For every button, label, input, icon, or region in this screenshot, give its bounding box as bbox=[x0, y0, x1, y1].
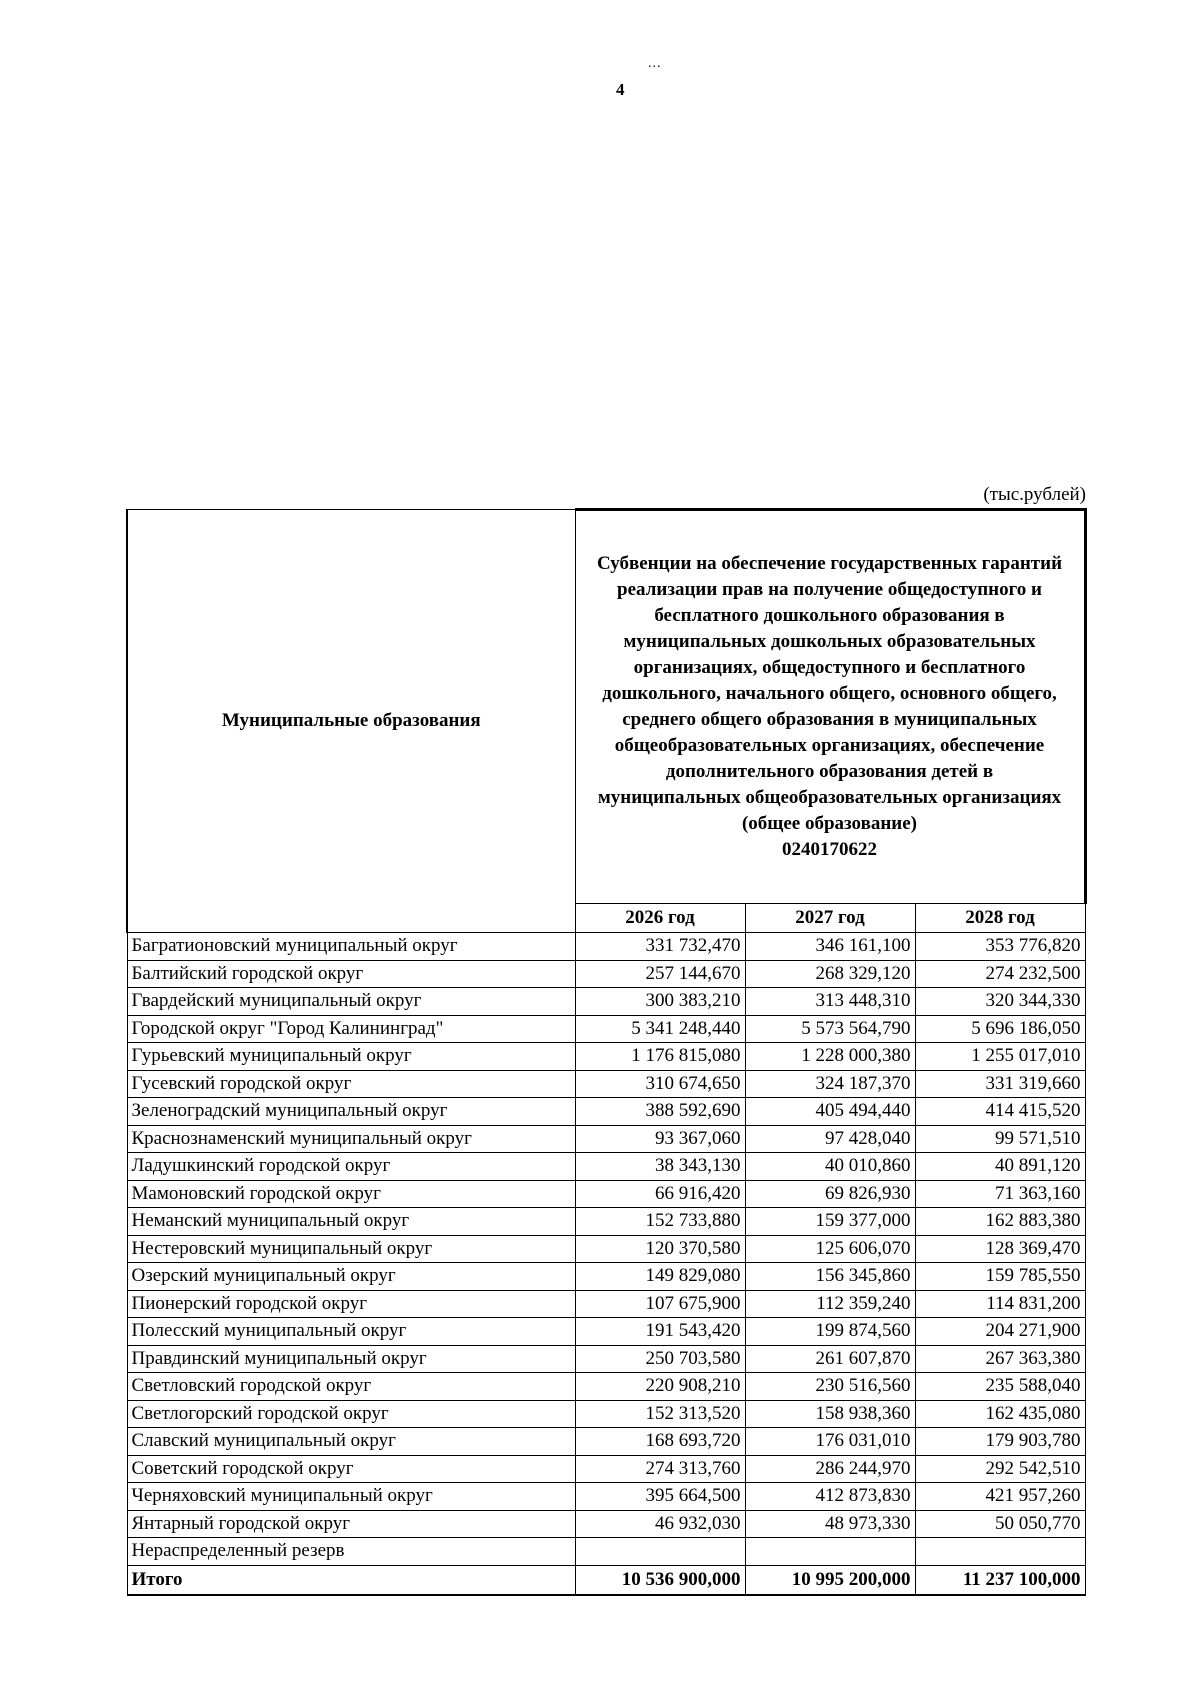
value-2027: 176 031,010 bbox=[745, 1428, 915, 1456]
table-row bbox=[127, 1208, 1085, 1236]
value-2026: 274 313,760 bbox=[575, 1455, 745, 1483]
table-row bbox=[127, 1428, 1085, 1456]
municipality-name: Черняховский муниципальный округ bbox=[127, 1483, 575, 1511]
value-2028: 128 369,470 bbox=[915, 1235, 1085, 1263]
year-2026: 2026 год bbox=[575, 904, 745, 933]
value-2027: 156 345,860 bbox=[745, 1263, 915, 1291]
table-row bbox=[127, 1455, 1085, 1483]
municipality-name: Нераспределенный резерв bbox=[127, 1538, 575, 1566]
table-row bbox=[127, 1565, 1085, 1595]
value-2026: 152 313,520 bbox=[575, 1400, 745, 1428]
value-2026: 1 176 815,080 bbox=[575, 1043, 745, 1071]
value-2026: 93 367,060 bbox=[575, 1125, 745, 1153]
table-row bbox=[127, 1318, 1085, 1346]
value-2028: 421 957,260 bbox=[915, 1483, 1085, 1511]
value-2028: 235 588,040 bbox=[915, 1373, 1085, 1401]
value-2028: 267 363,380 bbox=[915, 1345, 1085, 1373]
value-2028: 5 696 186,050 bbox=[915, 1015, 1085, 1043]
value-2026: 310 674,650 bbox=[575, 1070, 745, 1098]
table-row bbox=[127, 1510, 1085, 1538]
municipality-name: Правдинский муниципальный округ bbox=[127, 1345, 575, 1373]
municipality-name: Ладушкинский городской округ bbox=[127, 1153, 575, 1181]
table-row bbox=[127, 1098, 1085, 1126]
value-2028: 159 785,550 bbox=[915, 1263, 1085, 1291]
page-number: 4 bbox=[616, 80, 625, 99]
value-2026: 152 733,880 bbox=[575, 1208, 745, 1236]
page-dots: ... bbox=[648, 56, 662, 71]
value-2027: 40 010,860 bbox=[745, 1153, 915, 1181]
value-2026: 257 144,670 bbox=[575, 960, 745, 988]
municipality-name: Итого bbox=[127, 1565, 575, 1595]
municipality-name: Озерский муниципальный округ bbox=[127, 1263, 575, 1291]
value-2026: 395 664,500 bbox=[575, 1483, 745, 1511]
value-2027: 313 448,310 bbox=[745, 988, 915, 1016]
year-2028: 2028 год bbox=[915, 904, 1085, 933]
value-2026: 250 703,580 bbox=[575, 1345, 745, 1373]
value-2028: 99 571,510 bbox=[915, 1125, 1085, 1153]
table-row bbox=[127, 1043, 1085, 1071]
municipality-name: Нестеровский муниципальный округ bbox=[127, 1235, 575, 1263]
subsidies-table bbox=[126, 508, 1087, 1596]
value-2028: 1 255 017,010 bbox=[915, 1043, 1085, 1071]
value-2028 bbox=[915, 1538, 1085, 1566]
table-row bbox=[127, 1400, 1085, 1428]
table-row bbox=[127, 1345, 1085, 1373]
value-2027: 268 329,120 bbox=[745, 960, 915, 988]
municipality-name: Багратионовский муниципальный округ bbox=[127, 933, 575, 961]
value-2028: 292 542,510 bbox=[915, 1455, 1085, 1483]
value-2027: 412 873,830 bbox=[745, 1483, 915, 1511]
value-2026: 168 693,720 bbox=[575, 1428, 745, 1456]
value-2028: 204 271,900 bbox=[915, 1318, 1085, 1346]
value-2026: 5 341 248,440 bbox=[575, 1015, 745, 1043]
table-row bbox=[127, 1070, 1085, 1098]
value-2027: 48 973,330 bbox=[745, 1510, 915, 1538]
value-2026: 388 592,690 bbox=[575, 1098, 745, 1126]
table-row bbox=[127, 1235, 1085, 1263]
value-2027: 97 428,040 bbox=[745, 1125, 915, 1153]
municipality-name: Гурьевский муниципальный округ bbox=[127, 1043, 575, 1071]
value-2027: 1 228 000,380 bbox=[745, 1043, 915, 1071]
units-label: (тыс.рублей) bbox=[983, 484, 1086, 505]
value-2026 bbox=[575, 1538, 745, 1566]
table-row bbox=[127, 933, 1085, 961]
value-2027: 69 826,930 bbox=[745, 1180, 915, 1208]
header-subsidy-description bbox=[575, 510, 1085, 904]
value-2027: 230 516,560 bbox=[745, 1373, 915, 1401]
municipality-name: Мамоновский городской округ bbox=[127, 1180, 575, 1208]
municipality-name: Пионерский городской округ bbox=[127, 1290, 575, 1318]
value-2026: 300 383,210 bbox=[575, 988, 745, 1016]
table-row bbox=[127, 1263, 1085, 1291]
value-2028: 162 883,380 bbox=[915, 1208, 1085, 1236]
value-2027: 5 573 564,790 bbox=[745, 1015, 915, 1043]
value-2027: 159 377,000 bbox=[745, 1208, 915, 1236]
municipality-name: Зеленоградский муниципальный округ bbox=[127, 1098, 575, 1126]
value-2027: 199 874,560 bbox=[745, 1318, 915, 1346]
municipality-name: Славский муниципальный округ bbox=[127, 1428, 575, 1456]
municipality-name: Светлогорский городской округ bbox=[127, 1400, 575, 1428]
value-2027: 346 161,100 bbox=[745, 933, 915, 961]
municipality-name: Гусевский городской округ bbox=[127, 1070, 575, 1098]
value-2027 bbox=[745, 1538, 915, 1566]
value-2026: 120 370,580 bbox=[575, 1235, 745, 1263]
value-2028: 71 363,160 bbox=[915, 1180, 1085, 1208]
value-2026: 331 732,470 bbox=[575, 933, 745, 961]
municipality-name: Светловский городской округ bbox=[127, 1373, 575, 1401]
municipality-name: Янтарный городской округ bbox=[127, 1510, 575, 1538]
municipality-name: Краснознаменский муниципальный округ bbox=[127, 1125, 575, 1153]
value-2027: 405 494,440 bbox=[745, 1098, 915, 1126]
value-2028: 331 319,660 bbox=[915, 1070, 1085, 1098]
value-2026: 66 916,420 bbox=[575, 1180, 745, 1208]
value-2028: 179 903,780 bbox=[915, 1428, 1085, 1456]
value-2028: 274 232,500 bbox=[915, 960, 1085, 988]
value-2028: 353 776,820 bbox=[915, 933, 1085, 961]
value-2028: 114 831,200 bbox=[915, 1290, 1085, 1318]
value-2026: 38 343,130 bbox=[575, 1153, 745, 1181]
table-row bbox=[127, 988, 1085, 1016]
table-row bbox=[127, 1483, 1085, 1511]
header-row bbox=[127, 510, 1085, 904]
value-2027: 324 187,370 bbox=[745, 1070, 915, 1098]
value-2026: 107 675,900 bbox=[575, 1290, 745, 1318]
value-2026: 46 932,030 bbox=[575, 1510, 745, 1538]
municipality-name: Полесский муниципальный округ bbox=[127, 1318, 575, 1346]
header-description-text: Субвенции на обеспечение государственных гарантий реализации прав на получение общедоступного и бесплатного дошкольного образования в муниципальных дошкольных образовательных организациях, общедоступного и бесплатного дошкольного, начального общего, основного общего, среднего общего образования в муниципальных общеобразовательных организациях, обеспечение дополнительного образования детей в муниципальных общеобразовательных организациях (общее образование) bbox=[596, 553, 1063, 834]
municipality-name: Городской округ "Город Калининград" bbox=[127, 1015, 575, 1043]
table-body bbox=[127, 933, 1085, 1595]
table-row bbox=[127, 1180, 1085, 1208]
table-row bbox=[127, 1125, 1085, 1153]
value-2027: 261 607,870 bbox=[745, 1345, 915, 1373]
value-2028: 40 891,120 bbox=[915, 1153, 1085, 1181]
header-code: 0240170622 bbox=[782, 839, 877, 860]
value-2027: 286 244,970 bbox=[745, 1455, 915, 1483]
table-row bbox=[127, 1290, 1085, 1318]
value-2028: 162 435,080 bbox=[915, 1400, 1085, 1428]
table-row bbox=[127, 1015, 1085, 1043]
value-2027: 112 359,240 bbox=[745, 1290, 915, 1318]
table-row bbox=[127, 960, 1085, 988]
value-2028: 50 050,770 bbox=[915, 1510, 1085, 1538]
table-row bbox=[127, 1538, 1085, 1566]
municipality-name: Гвардейский муниципальный округ bbox=[127, 988, 575, 1016]
value-2027: 10 995 200,000 bbox=[745, 1565, 915, 1595]
value-2027: 125 606,070 bbox=[745, 1235, 915, 1263]
value-2027: 158 938,360 bbox=[745, 1400, 915, 1428]
value-2026: 10 536 900,000 bbox=[575, 1565, 745, 1595]
value-2026: 220 908,210 bbox=[575, 1373, 745, 1401]
value-2026: 191 543,420 bbox=[575, 1318, 745, 1346]
year-2027: 2027 год bbox=[745, 904, 915, 933]
header-municipalities: Муниципальные образования bbox=[127, 510, 575, 933]
value-2028: 320 344,330 bbox=[915, 988, 1085, 1016]
table-row bbox=[127, 1373, 1085, 1401]
value-2028: 11 237 100,000 bbox=[915, 1565, 1085, 1595]
table-row bbox=[127, 1153, 1085, 1181]
value-2028: 414 415,520 bbox=[915, 1098, 1085, 1126]
municipality-name: Советский городской округ bbox=[127, 1455, 575, 1483]
municipality-name: Неманский муниципальный округ bbox=[127, 1208, 575, 1236]
value-2026: 149 829,080 bbox=[575, 1263, 745, 1291]
municipality-name: Балтийский городской округ bbox=[127, 960, 575, 988]
